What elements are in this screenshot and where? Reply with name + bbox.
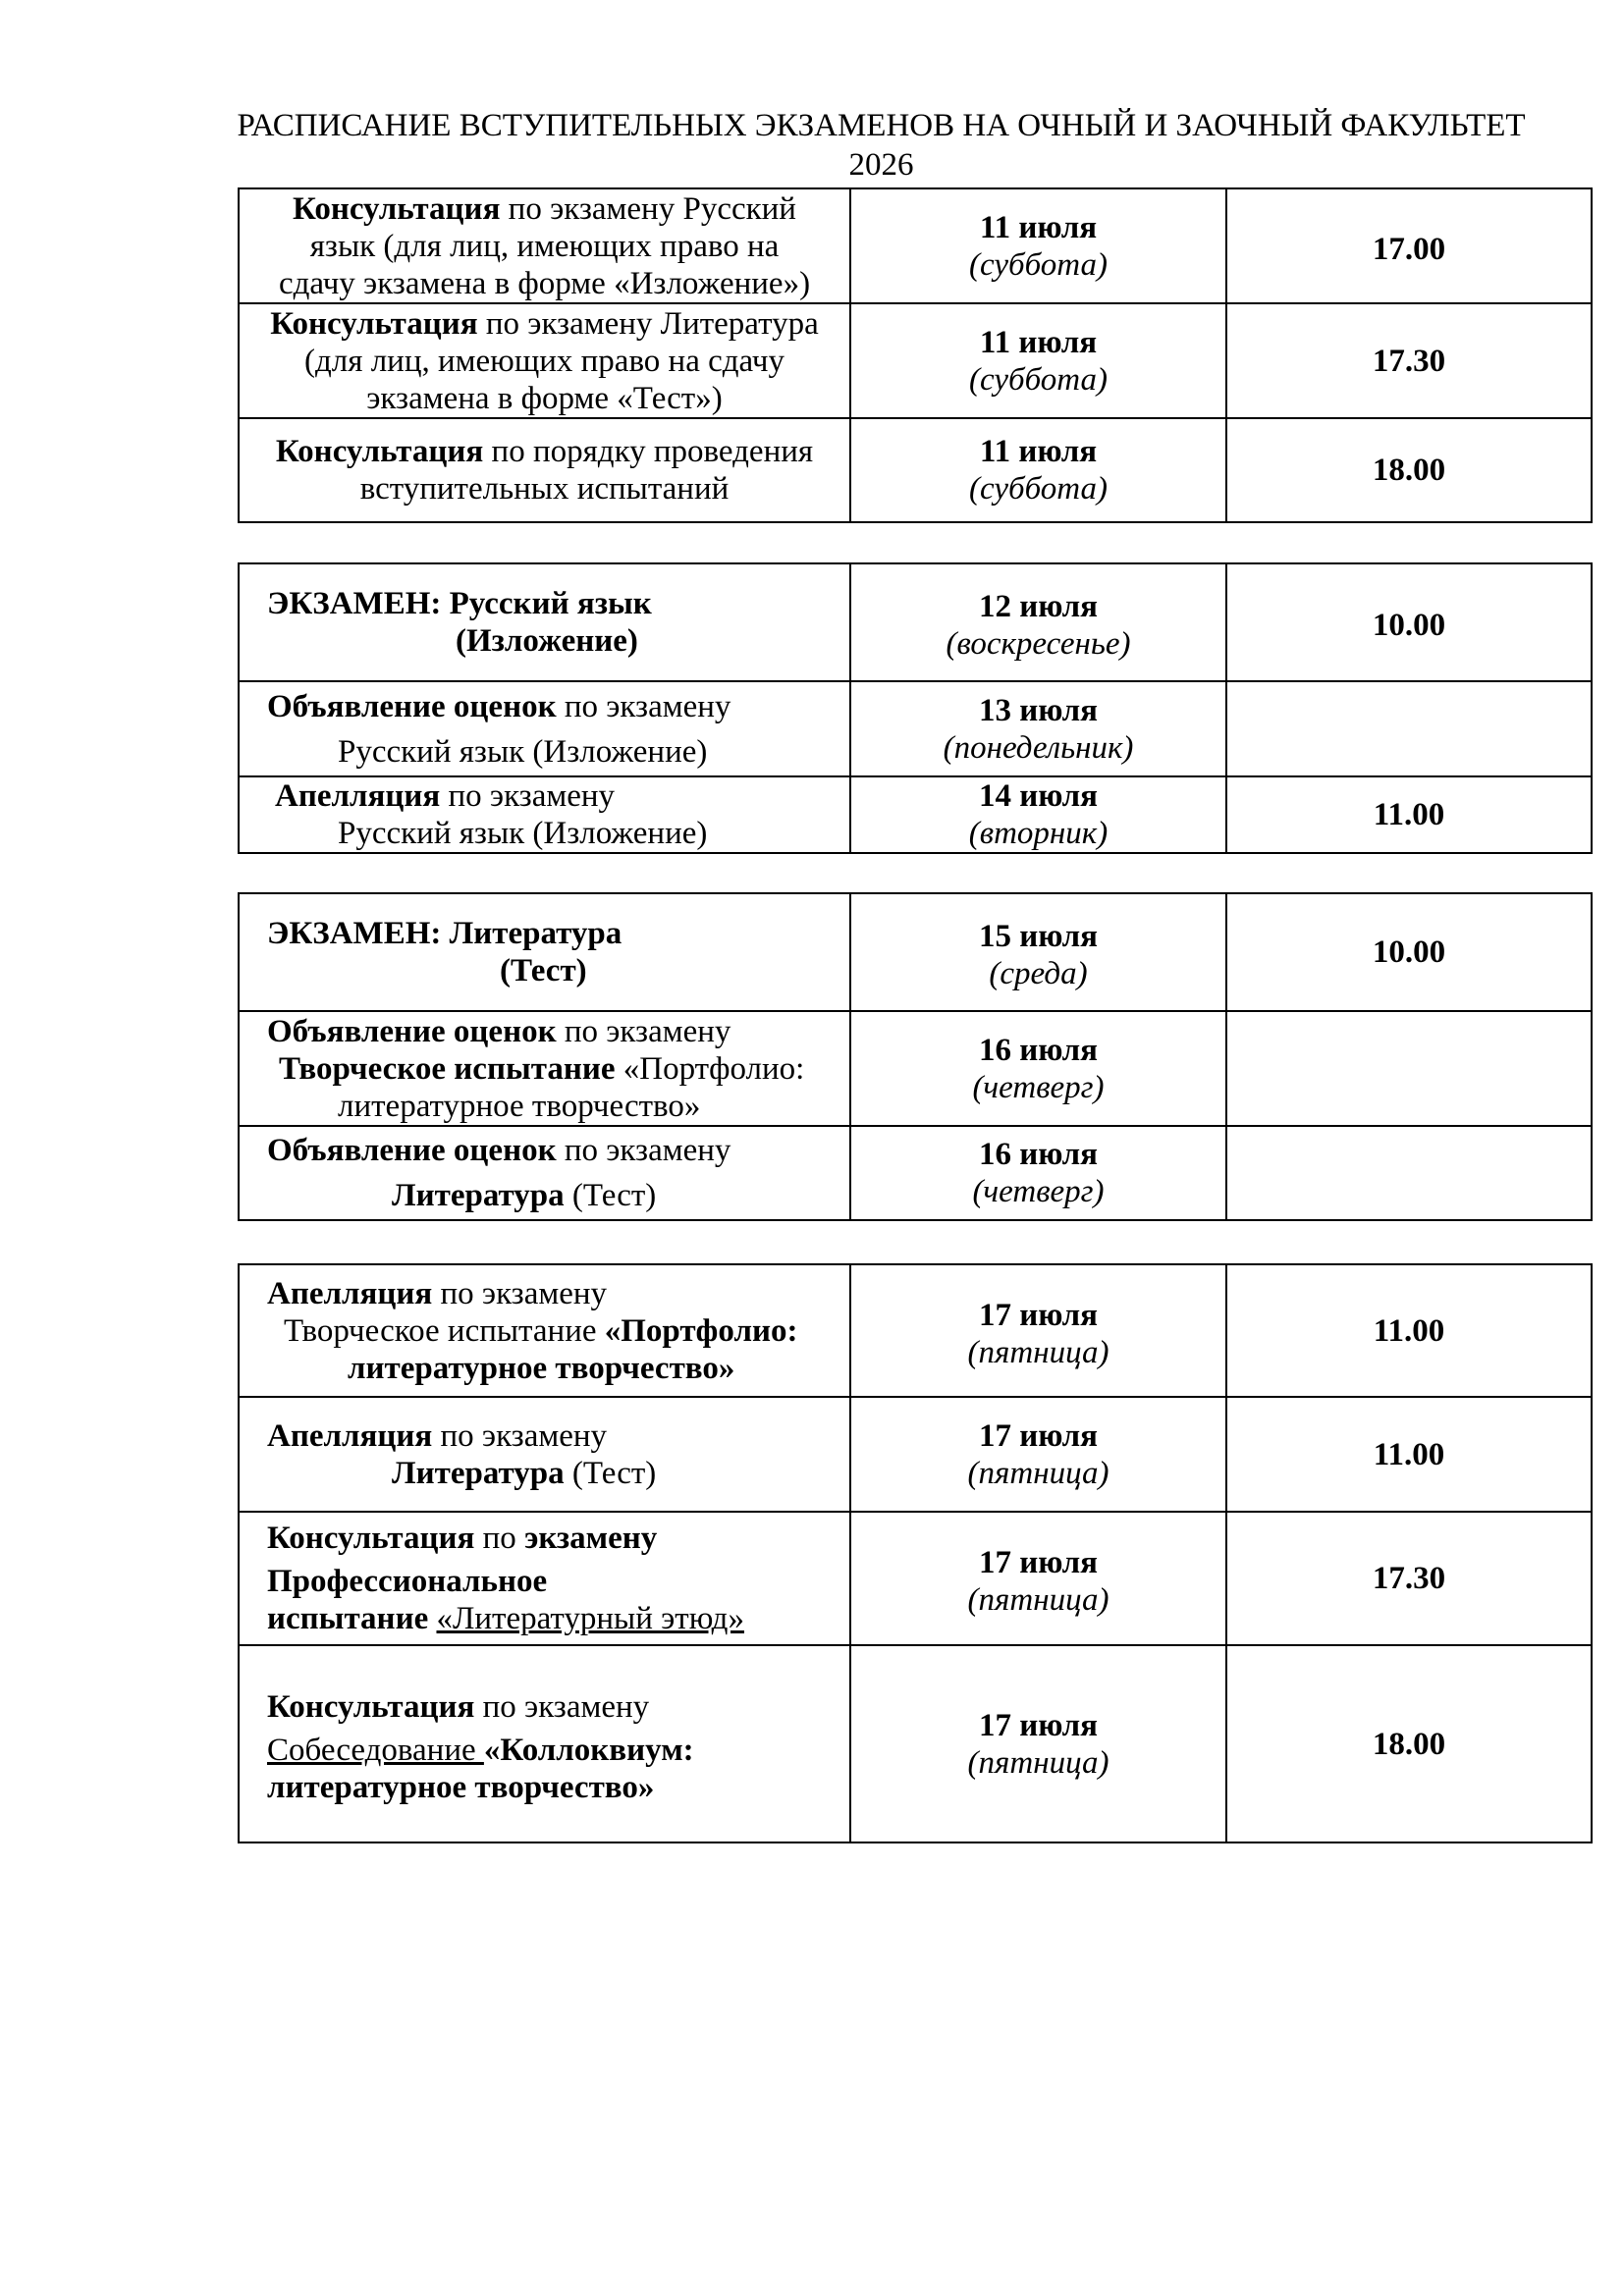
schedule-table-appeals: [238, 1263, 1593, 1843]
weekday: (вторник): [968, 816, 1109, 851]
event-text: «Портфолио:: [615, 1050, 805, 1087]
event-cell: [239, 418, 850, 522]
event-line: [249, 1520, 839, 1557]
event-text-bold: «Портфолио:: [604, 1312, 798, 1349]
time-cell: 11.00: [1226, 1264, 1592, 1397]
event-text: экзамена в форме «Тест»): [366, 380, 723, 416]
date: 17 июля: [978, 1297, 1099, 1333]
time-cell: 18.00: [1226, 418, 1592, 522]
event-type: Объявление оценок: [267, 1133, 557, 1168]
event-text: по экзамену: [432, 1417, 608, 1454]
event-text: по экзамену: [440, 778, 616, 814]
event-text: Русский язык (Изложение): [338, 816, 708, 851]
event-line: [249, 1417, 839, 1455]
event-line: [249, 1050, 839, 1088]
table-row: [239, 563, 1592, 681]
event-text: Русский язык (Изложение): [338, 733, 708, 770]
date-cell: [850, 1126, 1226, 1220]
date: 13 июля: [978, 692, 1099, 728]
weekday: (пятница): [967, 1744, 1109, 1781]
time-cell: [1226, 1126, 1592, 1220]
event-cell: [239, 1264, 850, 1397]
event-line: [249, 1732, 839, 1769]
event-cell: [239, 303, 850, 418]
table-row: [239, 188, 1592, 303]
event-cell: [239, 1011, 850, 1126]
table-row: [239, 303, 1592, 418]
schedule-table-consultations: [238, 187, 1593, 523]
event-type: Объявление оценок: [267, 1013, 557, 1049]
event-line: [249, 1132, 839, 1169]
event-text: (для лиц, имеющих право на сдачу: [304, 343, 784, 379]
table-row: [239, 1645, 1592, 1842]
table-row: [239, 776, 1592, 853]
date-cell: [850, 1264, 1226, 1397]
date-cell: [850, 188, 1226, 303]
event-type: Консультация: [270, 305, 478, 342]
time-cell: 10.00: [1226, 563, 1592, 681]
event-text: по экзамену: [556, 1133, 731, 1168]
date: 16 июля: [978, 1137, 1099, 1172]
date: 14 июля: [978, 778, 1099, 814]
time-cell: 10.00: [1226, 893, 1592, 1011]
time-cell: [1226, 681, 1592, 776]
date: 17 июля: [978, 1545, 1099, 1580]
event-type: Консультация: [293, 190, 501, 227]
event-cell: [239, 1126, 850, 1220]
table-row: [239, 1397, 1592, 1512]
event-cell: [239, 1512, 850, 1645]
event-cell: [239, 1645, 850, 1842]
event-text: язык (для лиц, имеющих право на: [309, 228, 780, 264]
weekday: (суббота): [968, 246, 1109, 283]
schedule-table-literature: [238, 892, 1593, 1221]
date: 11 июля: [979, 434, 1098, 469]
date-cell: [850, 418, 1226, 522]
event-text-bold: Литература: [392, 1178, 565, 1213]
weekday: (воскресенье): [946, 626, 1131, 662]
weekday: (пятница): [967, 1455, 1109, 1491]
date: 11 июля: [979, 324, 1098, 360]
date-cell: [850, 563, 1226, 681]
event-text: (Тест): [564, 1455, 657, 1491]
event-text-bold: Литература: [392, 1455, 565, 1491]
event-text: сдачу экзамена в форме «Изложение»): [278, 265, 811, 301]
event-cell: [239, 893, 850, 1011]
event-text: по: [474, 1521, 525, 1556]
event-line: [249, 1275, 839, 1312]
table-row: [239, 893, 1592, 1011]
time-cell: [1226, 1011, 1592, 1126]
date-cell: [850, 1645, 1226, 1842]
title-line: РАСПИСАНИЕ ВСТУПИТЕЛЬНЫХ ЭКЗАМЕНОВ НА ОЧНЫЙ И ЗАОЧНЫЙ ФАКУЛЬТЕТ: [237, 108, 1526, 143]
table-row: [239, 681, 1592, 776]
event-text: по экзамену: [556, 688, 731, 724]
table-row: [239, 1512, 1592, 1645]
event-text: по экзамену: [432, 1275, 608, 1311]
weekday: (четверг): [972, 1174, 1105, 1209]
event-type: Объявление оценок: [267, 688, 557, 724]
event-text: (Изложение): [456, 623, 638, 659]
date-cell: [850, 776, 1226, 853]
event-type: Консультация: [267, 1688, 475, 1725]
event-cell: [239, 681, 850, 776]
event-text-bold: Творческое испытание: [279, 1050, 616, 1087]
event-text-bold: «Коллоквиум:: [483, 1732, 694, 1768]
date: 12 июля: [978, 589, 1099, 624]
event-type: ЭКЗАМЕН: Литература: [267, 916, 622, 951]
date-cell: [850, 893, 1226, 1011]
event-text: Творческое испытание: [284, 1312, 605, 1349]
weekday: (понедельник): [943, 729, 1134, 766]
event-line: [249, 1013, 839, 1050]
event-line: [249, 1455, 839, 1492]
event-type: Консультация: [267, 1521, 475, 1556]
time-cell: 11.00: [1226, 1397, 1592, 1512]
date-cell: [850, 1512, 1226, 1645]
event-line: [249, 1312, 839, 1350]
event-text: (Тест): [564, 1178, 657, 1213]
event-text: вступительных испытаний: [359, 471, 730, 507]
event-text-bold: экзамену: [524, 1521, 658, 1556]
event-text: по экзамену: [474, 1688, 650, 1725]
event-text: литературное творчество»: [338, 1088, 701, 1124]
time-cell: 17.00: [1226, 188, 1592, 303]
time-cell: 18.00: [1226, 1645, 1592, 1842]
event-text-underlined: «Литературный этюд»: [436, 1601, 744, 1636]
event-line: [249, 777, 839, 815]
event-text-underlined: Собеседование: [267, 1732, 484, 1768]
event-text-bold: Профессиональное: [267, 1564, 548, 1599]
weekday: (пятница): [967, 1334, 1109, 1370]
date: 11 июля: [979, 209, 1098, 245]
weekday: (суббота): [968, 361, 1109, 398]
weekday: (среда): [989, 956, 1088, 991]
table-row: [239, 1264, 1592, 1397]
event-text: по порядку проведения: [483, 434, 814, 469]
event-line: [249, 1177, 839, 1214]
date: 17 июля: [978, 1417, 1099, 1454]
table-row: [239, 1126, 1592, 1220]
event-text: по экзамену Русский: [500, 190, 796, 227]
event-type: Апелляция: [275, 778, 441, 814]
event-type: ЭКЗАМЕН: Русский язык: [267, 586, 652, 621]
date: 17 июля: [978, 1707, 1099, 1743]
date-cell: [850, 681, 1226, 776]
event-text-bold: испытание: [267, 1601, 429, 1636]
date-cell: [850, 303, 1226, 418]
date: 16 июля: [978, 1032, 1099, 1068]
schedule-table-russian: [238, 562, 1593, 854]
event-line: [249, 688, 839, 725]
date: 15 июля: [978, 919, 1099, 954]
table-row: [239, 1011, 1592, 1126]
time-cell: 17.30: [1226, 1512, 1592, 1645]
event-cell: [239, 563, 850, 681]
event-text-bold: литературное творчество»: [267, 1769, 655, 1805]
table-row: [239, 418, 1592, 522]
time-cell: 11.00: [1226, 776, 1592, 853]
date-cell: [850, 1011, 1226, 1126]
event-cell: [239, 776, 850, 853]
event-type: Консультация: [275, 434, 484, 469]
weekday: (суббота): [968, 471, 1109, 507]
time-cell: 17.30: [1226, 303, 1592, 418]
weekday: (пятница): [967, 1582, 1109, 1618]
event-text-bold: литературное творчество»: [348, 1350, 735, 1386]
event-text: по экзамену: [556, 1013, 731, 1049]
event-type: Апелляция: [267, 1417, 433, 1454]
event-cell: [239, 1397, 850, 1512]
event-text: по экзамену Литература: [477, 305, 819, 342]
title-year: 2026: [848, 147, 914, 183]
event-type: Апелляция: [267, 1275, 433, 1311]
weekday: (четверг): [972, 1069, 1105, 1105]
page-title: [0, 106, 1623, 185]
date-cell: [850, 1397, 1226, 1512]
event-line: [249, 1600, 839, 1637]
event-line: [249, 1688, 839, 1726]
event-cell: [239, 188, 850, 303]
event-text: (Тест): [500, 953, 587, 988]
